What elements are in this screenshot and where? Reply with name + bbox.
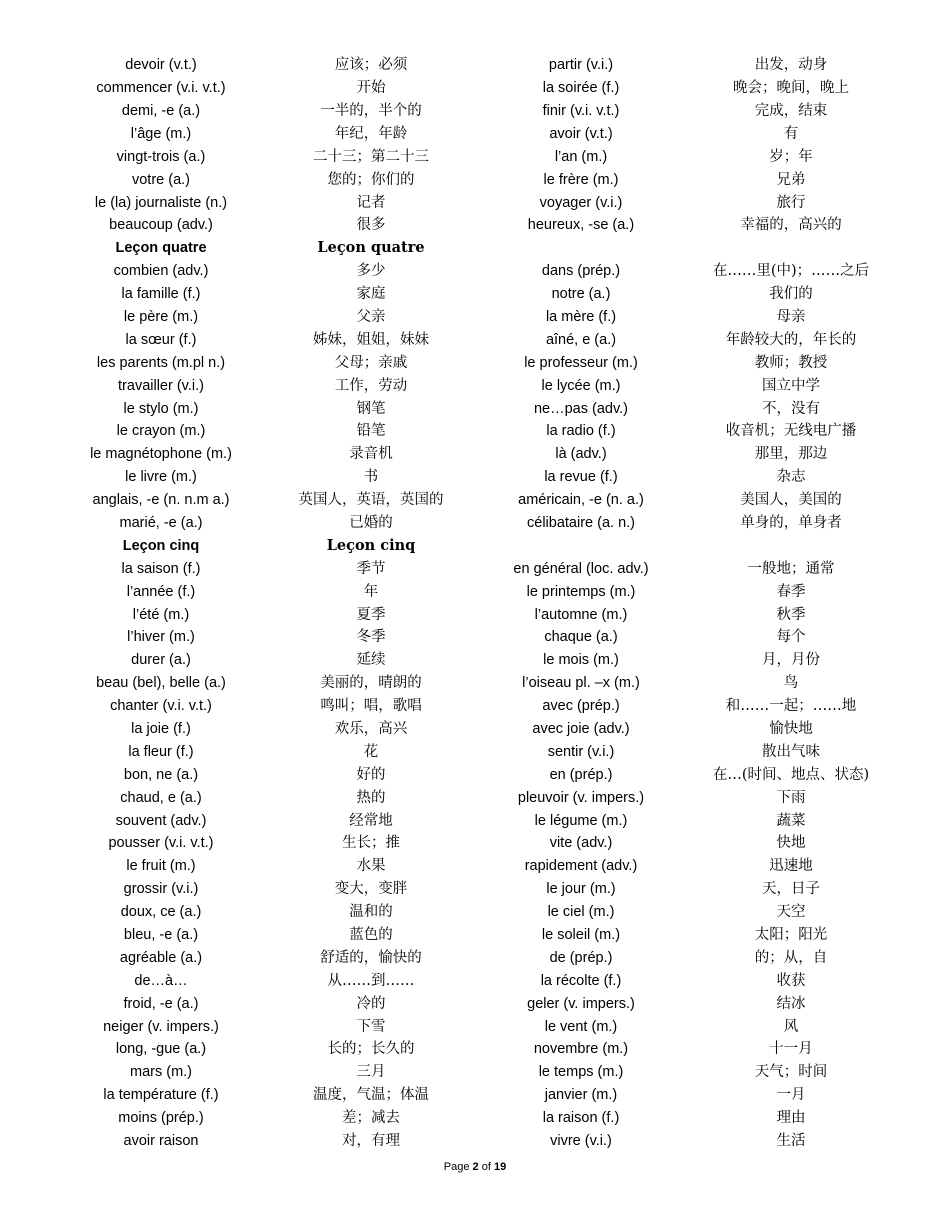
lesson-heading: Leçon cinq — [122, 537, 200, 554]
vocab-row — [56, 1107, 916, 1130]
french-term: travailler (v.i.) — [118, 377, 204, 394]
vocab-row — [56, 558, 916, 581]
chinese-translation: 应该；必须 — [334, 57, 408, 74]
french-term: doux, ce (a.) — [120, 904, 202, 921]
vocab-row — [56, 123, 916, 146]
vocab-row — [56, 397, 916, 420]
vocab-row — [56, 787, 916, 810]
chinese-translation: 美国人，美国的 — [740, 492, 842, 509]
lesson-heading-row — [56, 237, 916, 260]
chinese-translation: 单身的，单身者 — [740, 515, 842, 531]
vocab-row — [56, 832, 916, 855]
vocab-row — [56, 580, 916, 603]
chinese-translation: 一般地；通常 — [747, 560, 835, 577]
french-term: finir (v.i. v.t.) — [542, 102, 620, 119]
vocab-row — [56, 100, 916, 123]
french-term: la soirée (f.) — [542, 80, 620, 97]
vocab-row — [56, 352, 916, 375]
chinese-translation: 鸟 — [783, 675, 799, 692]
french-term: marié, -e (a.) — [119, 515, 203, 531]
vocab-row — [56, 1084, 916, 1107]
chinese-translation: 父亲 — [356, 308, 386, 325]
french-term: le printemps (m.) — [526, 583, 636, 600]
chinese-translation: 书 — [363, 469, 379, 486]
lesson-heading-row — [56, 535, 916, 558]
french-term: de…à… — [134, 972, 188, 989]
french-term: commencer (v.i. v.t.) — [96, 80, 226, 97]
chinese-translation: 我们的 — [769, 286, 813, 303]
vocab-row — [56, 924, 916, 947]
chinese-translation: 长的；长久的 — [327, 1041, 415, 1058]
chinese-translation: 有 — [783, 125, 799, 142]
chinese-translation: 迅速地 — [769, 858, 813, 875]
french-term: le (la) journaliste (n.) — [94, 194, 228, 211]
french-term: l’automne (m.) — [534, 606, 628, 623]
french-term: anglais, -e (n. n.m a.) — [92, 492, 230, 509]
chinese-translation: 天空 — [776, 904, 806, 921]
vocab-row — [56, 489, 916, 512]
chinese-translation: 冷的 — [356, 995, 386, 1012]
french-term: l’an (m.) — [554, 148, 608, 165]
chinese-translation: 录音机 — [349, 446, 393, 463]
vocab-row — [56, 260, 916, 283]
lesson-heading: Leçon quatre — [317, 239, 425, 257]
chinese-translation: 蔬菜 — [776, 812, 806, 829]
french-term: bleu, -e (a.) — [123, 927, 199, 944]
chinese-translation: 热的 — [356, 789, 386, 806]
chinese-translation: 散出气味 — [762, 743, 820, 760]
vocab-row — [56, 1038, 916, 1061]
chinese-translation: 月，月份 — [762, 652, 820, 669]
french-term: l’été (m.) — [132, 606, 190, 623]
french-term: la sœur (f.) — [125, 331, 197, 348]
french-term: avec joie (adv.) — [532, 721, 630, 738]
vocab-row — [56, 993, 916, 1016]
chinese-translation: 欢乐，高兴 — [334, 721, 408, 738]
french-term: notre (a.) — [551, 286, 611, 303]
vocab-row — [56, 695, 916, 718]
vocab-row — [56, 329, 916, 352]
chinese-translation: 生长；推 — [342, 835, 400, 852]
vocab-row — [56, 672, 916, 695]
french-term: vivre (v.i.) — [550, 1133, 612, 1150]
chinese-translation: 春季 — [776, 583, 806, 600]
french-term: américain, -e (n. a.) — [518, 492, 644, 509]
french-term: l’âge (m.) — [130, 125, 192, 142]
chinese-translation: 理由 — [776, 1110, 806, 1127]
chinese-translation: 年 — [363, 583, 379, 600]
chinese-translation: 工作，劳动 — [334, 377, 408, 394]
chinese-translation: 在…(时间、地点、状态) — [712, 766, 870, 783]
french-term: les parents (m.pl n.) — [96, 354, 226, 371]
french-term: long, -gue (a.) — [115, 1041, 207, 1058]
french-term: la saison (f.) — [121, 560, 201, 577]
chinese-translation: 经常地 — [349, 812, 393, 829]
vocab-row — [56, 443, 916, 466]
french-term: chaque (a.) — [544, 629, 618, 646]
french-term: l’oiseau pl. –x (m.) — [522, 675, 640, 692]
french-term: neiger (v. impers.) — [103, 1018, 219, 1035]
vocab-row — [56, 191, 916, 214]
chinese-translation: 一半的，半个的 — [320, 102, 422, 119]
french-term: avoir (v.t.) — [549, 125, 613, 142]
french-term: la famille (f.) — [121, 286, 201, 303]
french-term: là (adv.) — [555, 446, 607, 463]
vocab-row — [56, 466, 916, 489]
chinese-translation: 鸣叫；唱，歌唱 — [320, 698, 422, 715]
french-term: chaud, e (a.) — [120, 789, 202, 806]
french-term: avoir raison — [123, 1133, 199, 1150]
french-term: le lycée (m.) — [541, 377, 621, 394]
lesson-heading: Leçon cinq — [326, 536, 416, 554]
french-term: combien (adv.) — [113, 263, 209, 280]
french-term: partir (v.i.) — [548, 57, 614, 74]
french-term: le frère (m.) — [543, 171, 619, 188]
chinese-translation: 冬季 — [356, 629, 386, 646]
french-term: rapidement (adv.) — [524, 858, 638, 875]
chinese-translation: 秋季 — [776, 606, 806, 623]
french-term: bon, ne (a.) — [123, 766, 199, 783]
french-term: en général (loc. adv.) — [513, 560, 649, 577]
vocab-row — [56, 420, 916, 443]
total-page-count: 19 — [493, 1161, 507, 1173]
vocab-row — [56, 809, 916, 832]
chinese-translation: 收获 — [776, 972, 806, 989]
french-term: sentir (v.i.) — [547, 743, 615, 760]
chinese-translation: 杂志 — [776, 469, 806, 486]
french-term: novembre (m.) — [533, 1041, 629, 1058]
chinese-translation: 二十三；第二十三 — [313, 148, 429, 165]
chinese-translation: 下雪 — [356, 1018, 386, 1035]
vocab-row — [56, 306, 916, 329]
chinese-translation: 记者 — [356, 194, 386, 211]
chinese-translation: 收音机；无线电广播 — [725, 423, 857, 440]
vocab-row — [56, 603, 916, 626]
french-term: voyager (v.i.) — [539, 194, 623, 211]
vocab-row — [56, 901, 916, 924]
french-term: le fruit (m.) — [126, 858, 196, 875]
french-term: beau (bel), belle (a.) — [96, 675, 226, 692]
chinese-translation: 钢笔 — [356, 400, 386, 417]
vocab-row — [56, 626, 916, 649]
vocab-row — [56, 374, 916, 397]
french-term: le légume (m.) — [534, 812, 628, 829]
chinese-translation: 变大，变胖 — [334, 881, 408, 898]
french-term: l’hiver (m.) — [127, 629, 195, 646]
vocab-row — [56, 718, 916, 741]
chinese-translation: 晚会；晚间，晚上 — [733, 80, 849, 97]
vocab-row — [56, 764, 916, 787]
french-term: moins (prép.) — [118, 1110, 204, 1127]
french-term: dans (prép.) — [541, 263, 621, 280]
chinese-translation: 舒适的，愉快的 — [320, 949, 422, 966]
chinese-translation: 三月 — [356, 1064, 386, 1081]
vocab-row — [56, 855, 916, 878]
chinese-translation: 完成，结束 — [754, 102, 828, 119]
french-term: votre (a.) — [131, 171, 190, 188]
french-term: grossir (v.i.) — [123, 881, 199, 898]
french-term: la radio (f.) — [546, 423, 616, 440]
french-term: le livre (m.) — [125, 469, 197, 486]
french-term: la température (f.) — [103, 1087, 219, 1104]
chinese-translation: 家庭 — [356, 286, 386, 303]
vocab-row — [56, 77, 916, 100]
chinese-translation: 出发，动身 — [754, 57, 828, 74]
french-term: le magnétophone (m.) — [90, 446, 232, 463]
french-term: beaucoup (adv.) — [109, 217, 213, 234]
chinese-translation: 岁；年 — [769, 148, 813, 165]
vocab-row — [56, 146, 916, 169]
vocab-row — [56, 214, 916, 237]
chinese-translation: 温和的 — [349, 904, 393, 921]
french-term: janvier (m.) — [544, 1087, 618, 1104]
vocabulary-table — [56, 54, 916, 1153]
vocab-row — [56, 168, 916, 191]
french-term: le professeur (m.) — [524, 354, 638, 371]
chinese-translation: 差；减去 — [342, 1110, 400, 1127]
chinese-translation: 延续 — [356, 652, 386, 669]
french-term: la raison (f.) — [542, 1110, 620, 1127]
french-term: le jour (m.) — [546, 881, 616, 898]
vocab-row — [56, 1015, 916, 1038]
french-term: la joie (f.) — [131, 721, 191, 738]
french-term: le stylo (m.) — [123, 400, 199, 417]
french-term: agréable (a.) — [119, 949, 203, 966]
chinese-translation: 的；从，自 — [754, 949, 828, 966]
french-term: durer (a.) — [131, 652, 191, 669]
french-term: mars (m.) — [129, 1064, 192, 1081]
chinese-translation: 多少 — [356, 263, 386, 280]
french-term: le crayon (m.) — [116, 423, 206, 440]
vocab-row — [56, 1130, 916, 1153]
lesson-heading: Leçon quatre — [115, 240, 207, 257]
french-term: la mère (f.) — [545, 308, 617, 325]
french-term: pousser (v.i. v.t.) — [108, 835, 214, 852]
vocab-row — [56, 283, 916, 306]
chinese-translation: 教师；教授 — [754, 354, 828, 371]
chinese-translation: 美丽的，晴朗的 — [320, 675, 422, 692]
vocab-row — [56, 512, 916, 535]
chinese-translation: 铅笔 — [356, 423, 386, 440]
chinese-translation: 在……里(中)；……之后 — [712, 263, 870, 280]
chinese-translation: 天，日子 — [762, 881, 820, 898]
vocab-row — [56, 741, 916, 764]
french-term: la revue (f.) — [544, 469, 618, 486]
chinese-translation: 一月 — [776, 1087, 806, 1104]
french-term: célibataire (a. n.) — [527, 515, 635, 531]
chinese-translation: 对，有理 — [342, 1133, 400, 1150]
current-page-number: 2 — [472, 1161, 479, 1173]
chinese-translation: 愉快地 — [769, 721, 813, 738]
french-term: le soleil (m.) — [541, 927, 621, 944]
french-term: le temps (m.) — [538, 1064, 624, 1081]
vocab-row — [56, 1061, 916, 1084]
french-term: souvent (adv.) — [115, 812, 207, 829]
french-term: demi, -e (a.) — [121, 102, 201, 119]
french-term: en (prép.) — [549, 766, 613, 783]
french-term: la fleur (f.) — [128, 743, 194, 760]
vocab-row — [56, 970, 916, 993]
chinese-translation: 下雨 — [776, 789, 806, 806]
chinese-translation: 生活 — [776, 1133, 806, 1150]
chinese-translation: 国立中学 — [762, 377, 820, 394]
french-term: chanter (v.i. v.t.) — [110, 698, 212, 715]
french-term: avec (prép.) — [542, 698, 620, 715]
chinese-translation: 风 — [783, 1018, 799, 1035]
chinese-translation: 天气；时间 — [754, 1064, 828, 1081]
chinese-translation: 好的 — [356, 766, 386, 783]
french-term: vite (adv.) — [549, 835, 613, 852]
page-footer — [0, 1161, 950, 1173]
chinese-translation: 母亲 — [776, 308, 806, 325]
vocab-row — [56, 649, 916, 672]
french-term: pleuvoir (v. impers.) — [517, 789, 645, 806]
chinese-translation: 季节 — [356, 560, 386, 577]
chinese-translation: 不，没有 — [762, 400, 820, 417]
chinese-translation: 开始 — [356, 80, 386, 97]
chinese-translation: 每个 — [776, 629, 806, 646]
french-term: de (prép.) — [549, 949, 613, 966]
vocab-row — [56, 878, 916, 901]
french-term: devoir (v.t.) — [125, 57, 197, 74]
chinese-translation: 已婚的 — [349, 515, 393, 531]
footer-of: of — [481, 1161, 491, 1173]
french-term: vingt-trois (a.) — [116, 148, 206, 165]
vocab-row — [56, 947, 916, 970]
chinese-translation: 姊妹，姐姐，妹妹 — [313, 331, 429, 348]
chinese-translation: 快地 — [776, 835, 806, 852]
chinese-translation: 从……到…… — [327, 972, 415, 989]
chinese-translation: 父母；亲戚 — [334, 354, 408, 371]
chinese-translation: 温度，气温；体温 — [313, 1087, 429, 1104]
chinese-translation: 您的；你们的 — [327, 171, 415, 188]
chinese-translation: 那里，那边 — [754, 446, 828, 463]
french-term: le ciel (m.) — [547, 904, 615, 921]
chinese-translation: 夏季 — [356, 606, 386, 623]
french-term: ne…pas (adv.) — [533, 400, 629, 417]
chinese-translation: 兄弟 — [776, 171, 806, 188]
chinese-translation: 很多 — [356, 217, 386, 234]
chinese-translation: 蓝色的 — [349, 927, 393, 944]
french-term: le père (m.) — [123, 308, 199, 325]
chinese-translation: 年纪，年龄 — [334, 125, 408, 142]
french-term: le mois (m.) — [543, 652, 619, 669]
french-term: heureux, -se (a.) — [527, 217, 635, 234]
chinese-translation: 花 — [363, 743, 379, 760]
chinese-translation: 旅行 — [776, 194, 806, 211]
french-term: geler (v. impers.) — [527, 995, 635, 1012]
chinese-translation: 十一月 — [769, 1041, 813, 1058]
french-term: le vent (m.) — [544, 1018, 618, 1035]
chinese-translation: 幸福的，高兴的 — [740, 217, 842, 234]
chinese-translation: 英国人，英语，英国的 — [298, 492, 444, 509]
chinese-translation: 太阳；阳光 — [754, 927, 828, 944]
chinese-translation: 水果 — [356, 858, 386, 875]
french-term: aîné, e (a.) — [545, 331, 617, 348]
french-term: froid, -e (a.) — [123, 995, 199, 1012]
chinese-translation: 结冰 — [776, 995, 806, 1012]
chinese-translation: 和……一起；……地 — [725, 698, 857, 715]
french-term: l’année (f.) — [126, 583, 196, 600]
vocab-row — [56, 54, 916, 77]
chinese-translation: 年龄较大的，年长的 — [725, 331, 857, 348]
footer-prefix: Page — [443, 1161, 470, 1173]
french-term: la récolte (f.) — [540, 972, 622, 989]
